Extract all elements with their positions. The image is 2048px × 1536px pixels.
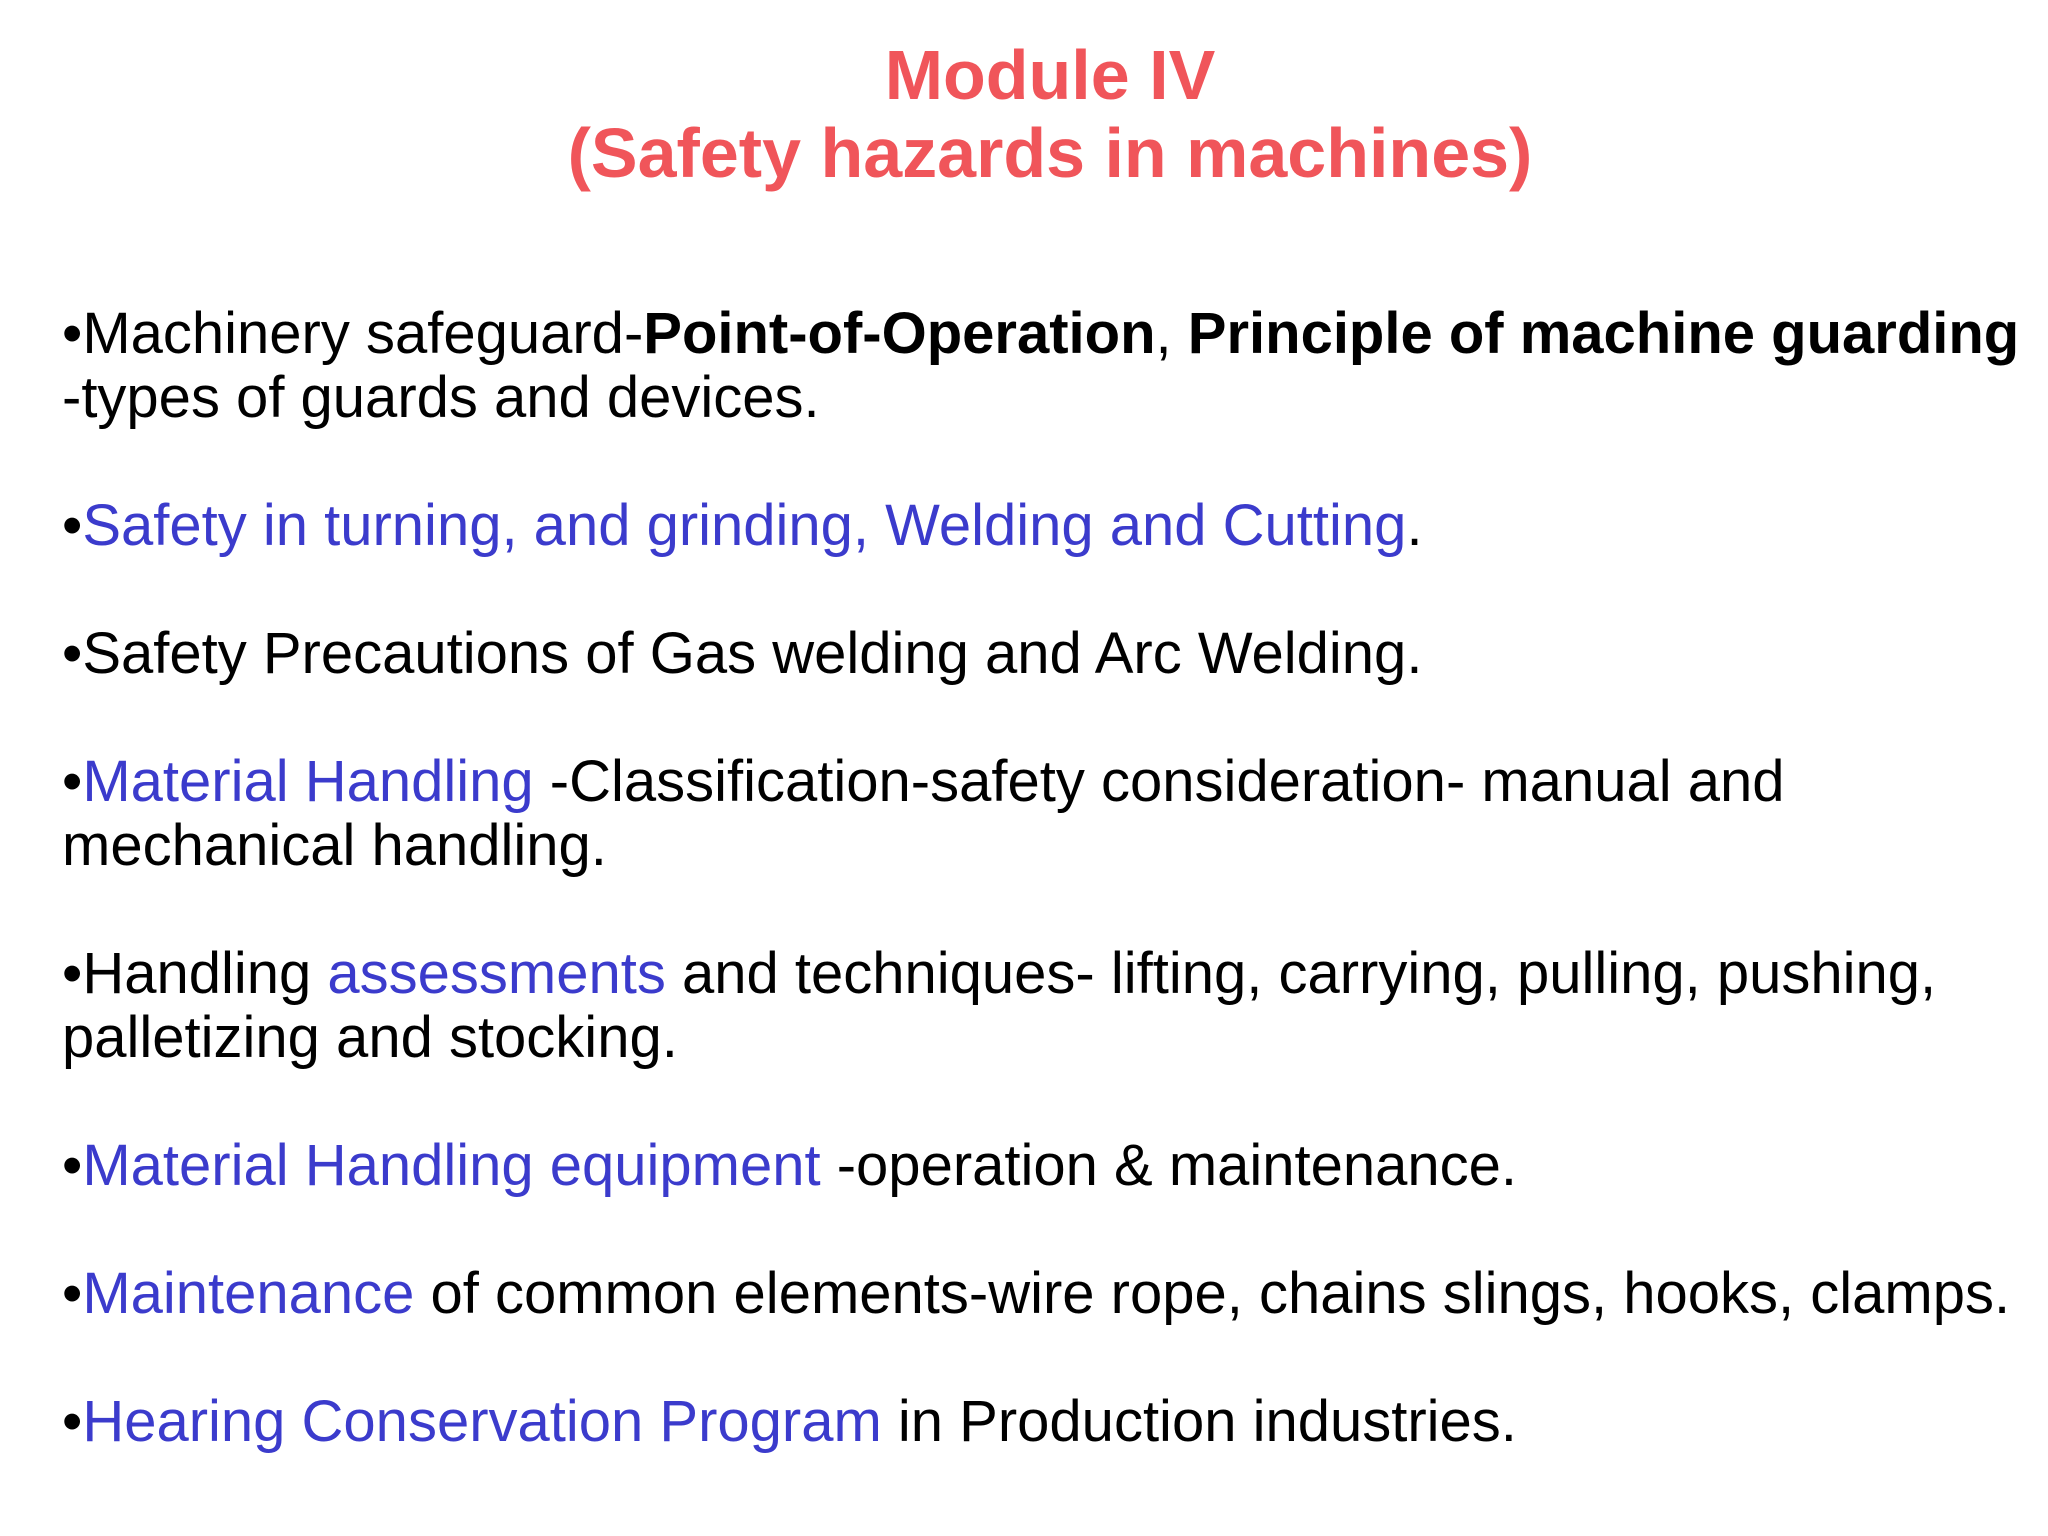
bullet-text: Safety Precautions of Gas welding and Arc Welding. [82, 621, 1423, 686]
bullet-marker: • [62, 1133, 83, 1198]
bullet-term-highlight: Maintenance [82, 1261, 415, 1326]
bullet-safety-turning [62, 494, 2022, 558]
bullet-handling-assessments [62, 942, 2022, 1070]
title-line-1: Module IV [884, 36, 1216, 114]
bullet-term-highlight: Safety in turning, and grinding, Welding and Cutting [82, 493, 1407, 558]
bullet-term-bold: Principle of machine guarding [1187, 301, 2020, 366]
bullet-text: of common elements-wire rope, chains slings, hooks, clamps. [414, 1261, 2011, 1326]
bullet-marker: • [62, 301, 83, 366]
title-line-2: (Safety hazards in machines) [567, 114, 1533, 192]
bullet-text: -types of guards and devices. [62, 365, 820, 430]
bullet-hearing-conservation [62, 1390, 2022, 1454]
bullet-text: Machinery safeguard- [82, 301, 644, 366]
slide-title [0, 36, 2048, 192]
bullet-text: Handling [82, 941, 328, 1006]
bullet-machinery-safeguard [62, 302, 2022, 430]
bullet-marker: • [62, 749, 83, 814]
bullet-material-handling [62, 750, 2022, 878]
bullet-marker: • [62, 621, 83, 686]
bullet-list [62, 302, 2022, 1454]
bullet-marker: • [62, 1261, 83, 1326]
bullet-marker: • [62, 1389, 83, 1454]
bullet-text: . [1406, 493, 1423, 558]
bullet-term-highlight: assessments [327, 941, 666, 1006]
bullet-marker: • [62, 493, 83, 558]
bullet-term-highlight: Material Handling [82, 749, 534, 814]
bullet-gas-welding [62, 622, 2022, 686]
bullet-text: -operation & maintenance. [820, 1133, 1518, 1198]
bullet-handling-equipment [62, 1134, 2022, 1198]
bullet-maintenance [62, 1262, 2022, 1326]
bullet-term-highlight: Hearing Conservation Program [82, 1389, 882, 1454]
bullet-text: in Production industries. [881, 1389, 1517, 1454]
bullet-text: -Classification-safety consideration- manual and mechanical handling. [62, 749, 1785, 878]
bullet-term-highlight: Material Handling equipment [82, 1133, 821, 1198]
bullet-text: and techniques- lifting, carrying, pulling, pushing, palletizing and stocking. [62, 941, 1937, 1070]
bullet-text: , [1155, 301, 1188, 366]
bullet-term-bold: Point-of-Operation [643, 301, 1156, 366]
bullet-marker: • [62, 941, 83, 1006]
